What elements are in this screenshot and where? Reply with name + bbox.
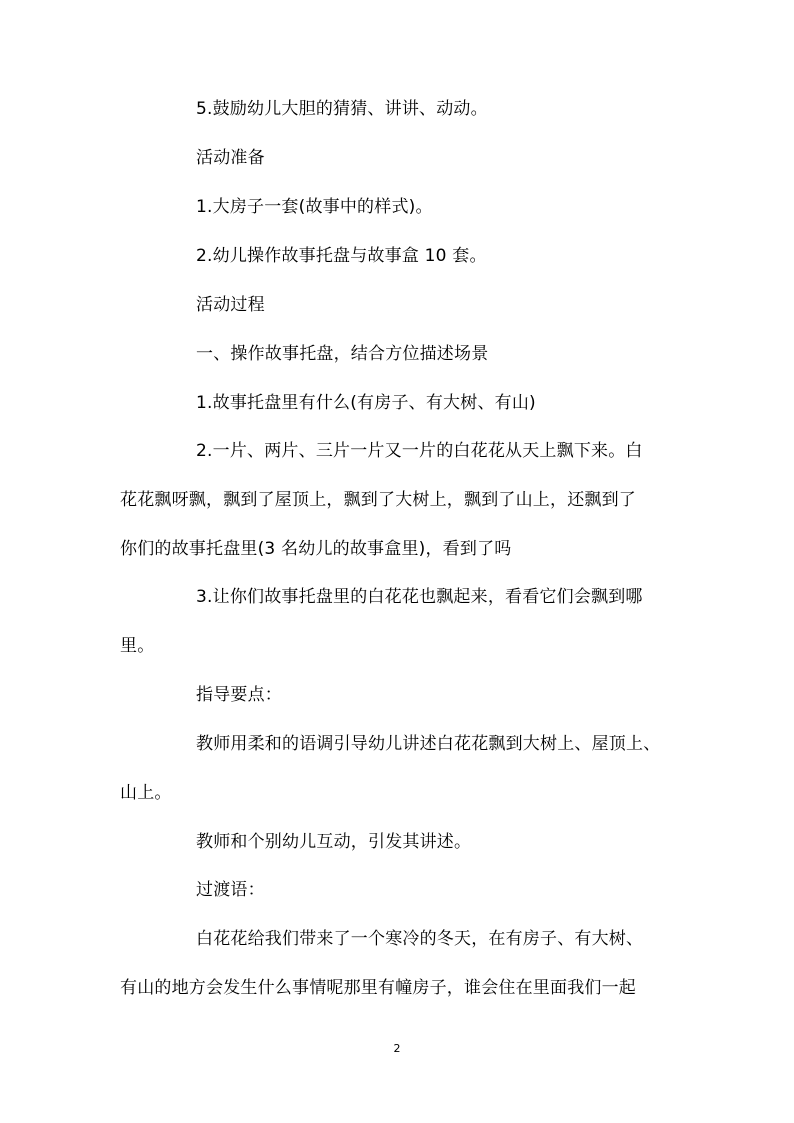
text-line: 3.让你们故事托盘里的白花花也飘起来，看看它们会飘到哪 [196,587,643,607]
text-line: 有山的地方会发生什么事情呢那里有幢房子，谁会住在里面我们一起 [120,978,636,998]
text-line: 里。 [120,636,155,656]
text-line: 2.一片、两片、三片一片又一片的白花花从天上飘下来。白 [196,441,643,461]
text-line: 2.幼儿操作故事托盘与故事盒 10 套。 [196,246,487,266]
text-line: 山上。 [120,783,172,803]
section-heading: 活动准备 [196,148,265,168]
text-line: 花花飘呀飘，飘到了屋顶上，飘到了大树上，飘到了山上，还飘到了 [120,490,636,510]
text-line: 1.故事托盘里有什么(有房子、有大树、有山) [196,393,536,413]
section-heading: 指导要点： [196,685,282,705]
section-heading: 活动过程 [196,295,265,315]
text-line: 5.鼓励幼儿大胆的猜猜、讲讲、动动。 [196,99,488,119]
text-line: 一、操作故事托盘，结合方位描述场景 [196,344,489,364]
section-heading: 过渡语： [196,880,265,900]
text-line: 教师用柔和的语调引导幼儿讲述白花花飘到大树上、屋顶上、 [196,734,661,754]
text-line: 白花花给我们带来了一个寒冷的冬天，在有房子、有大树、 [196,929,644,949]
text-line: 1.大房子一套(故事中的样式)。 [196,197,433,217]
text-line: 你们的故事托盘里(3 名幼儿的故事盒里)，看到了吗 [120,539,512,559]
text-line: 教师和个别幼儿互动，引发其讲述。 [196,832,472,852]
page-number: 2 [393,1042,401,1055]
